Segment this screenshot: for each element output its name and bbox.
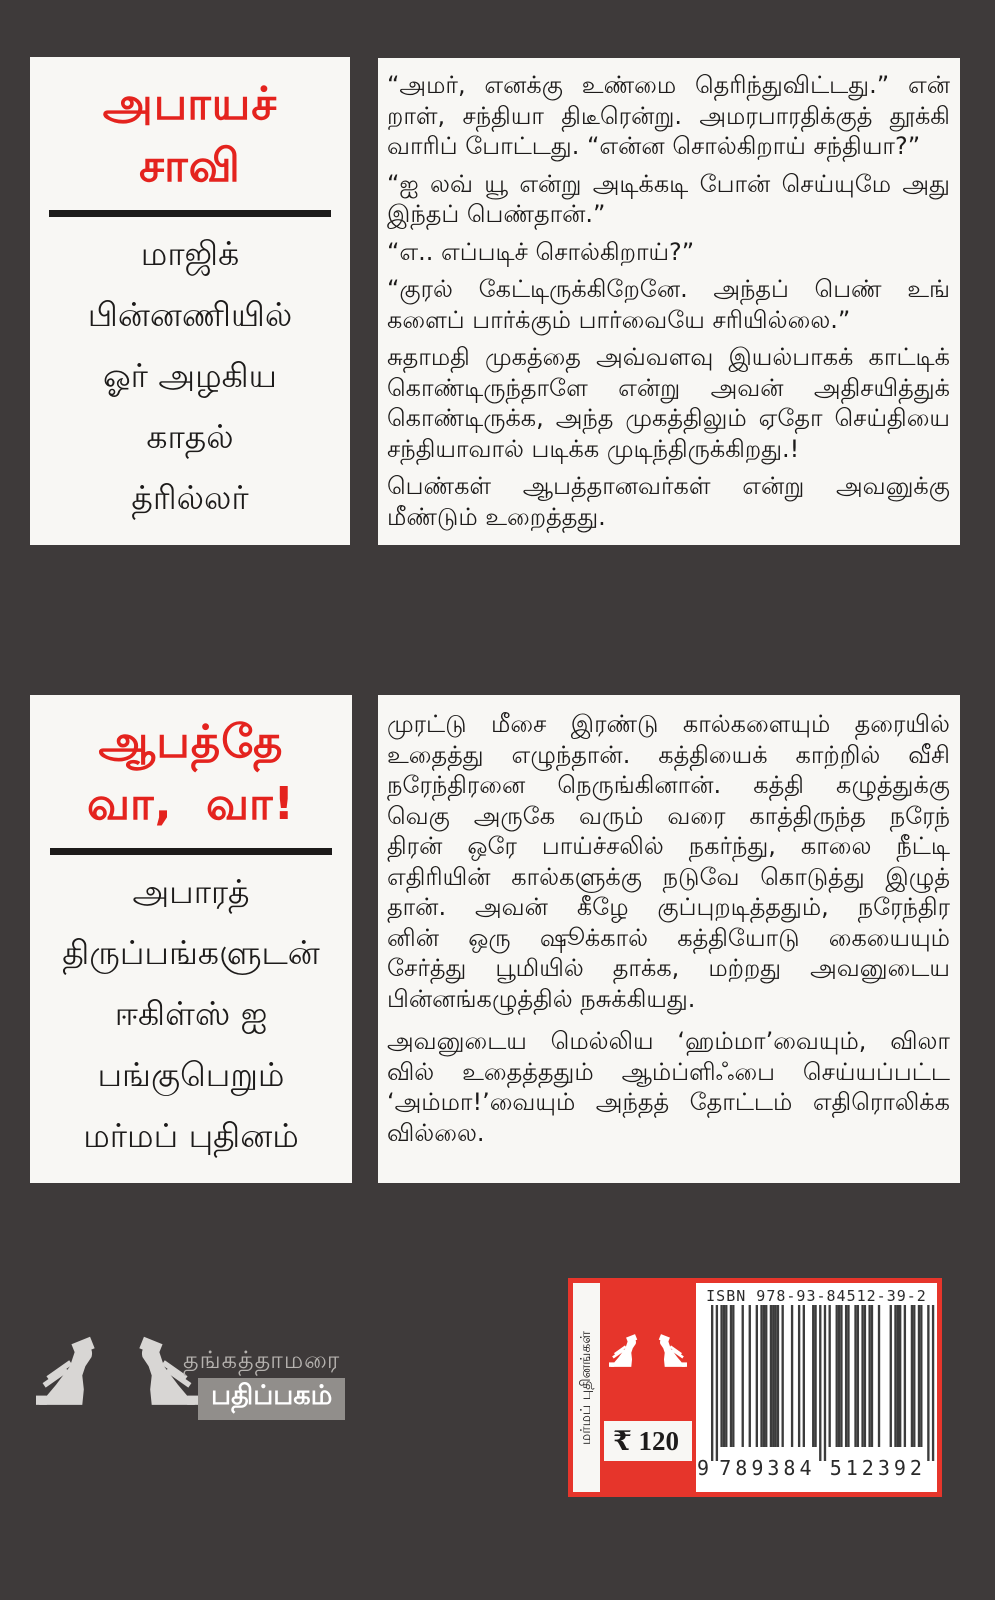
publisher-name-strip: பதிப்பகம் bbox=[198, 1378, 345, 1420]
panel-excerpt-top bbox=[378, 58, 960, 545]
text-line: றாள், சந்தியா திடீரென்று. அமரபாரதிக்குத் தூக்கி bbox=[387, 101, 950, 130]
series-label: மர்மப் புதினங்கள் bbox=[577, 1330, 594, 1445]
text-line: தான். அவன் கீழே குப்புறடித்ததும், நரேந்திர bbox=[387, 893, 950, 921]
text-line: சாவி bbox=[139, 139, 241, 192]
text-line: கொண்டிருக்க, அந்த முகத்திலும் ஏதோ செய்தியை bbox=[387, 404, 950, 432]
text-line: அபாரத் bbox=[132, 872, 250, 911]
divider bbox=[49, 210, 331, 217]
text-line: ‘அம்மா!’வையும் அந்தத் தோட்டம் எதிரொலிக்க bbox=[387, 1088, 950, 1116]
paragraph bbox=[387, 471, 950, 532]
text-line: வெகு அருகே வரும் வரை காத்திருந்த நரேந் bbox=[387, 801, 950, 830]
logo-price-column bbox=[604, 1283, 692, 1492]
logo-area bbox=[604, 1283, 692, 1421]
book-subtitle-block bbox=[62, 861, 320, 1166]
text-line: காதல் bbox=[146, 417, 234, 456]
text-line: உதைத்து எழுந்தான். கத்தியைக் காற்றில் வீசி bbox=[387, 740, 950, 769]
text-line: “குரல் கேட்டிருக்கிறேனே. அந்தப் பெண் உங் bbox=[387, 275, 950, 303]
divider bbox=[50, 848, 332, 855]
svg-text:9: 9 bbox=[696, 1456, 713, 1478]
text-line: கொண்டிருந்தாளே என்று அவன் அதிசயித்துக் bbox=[387, 373, 950, 402]
series-label-strip bbox=[573, 1283, 600, 1492]
paragraph bbox=[387, 237, 950, 268]
text-line: பின்னங்கழுத்தில் நசுக்கியது. bbox=[387, 984, 696, 1013]
text-line: மாஜிக் bbox=[140, 234, 240, 273]
text-line: வில் உதைத்ததும் ஆம்ப்ளிஃபை செய்யப்பட்ட bbox=[387, 1057, 950, 1086]
text-line: பங்குபெறும் bbox=[97, 1055, 285, 1094]
text-line: நரேந்திரனை நெருங்கினான். கத்தி கழுத்துக்கு bbox=[387, 771, 950, 799]
text-line: சேர்த்து பூமியில் தாக்க, மற்றது அவனுடைய bbox=[387, 954, 950, 982]
text-line: வாரிப் போட்டது. “என்ன சொல்கிறாய் சந்தியா?” bbox=[387, 132, 921, 160]
text-line: னின் ஒரு ஷூக்கால் கத்தியோடு கையையும் bbox=[387, 923, 950, 952]
book-subtitle-block bbox=[88, 223, 292, 528]
text-line: முரட்டு மீசை இரண்டு கால்களையும் தரையில் bbox=[387, 710, 950, 738]
text-line: சுதாமதி முகத்தை அவ்வளவு இயல்பாகக் காட்டிக் bbox=[387, 343, 950, 371]
two-readers-icon-white bbox=[609, 1332, 687, 1372]
barcode-price-block bbox=[568, 1278, 942, 1497]
two-readers-icon bbox=[36, 1334, 198, 1414]
text-line: திருப்பங்களுடன் bbox=[62, 933, 320, 972]
publisher-name: தங்கத்தாமரை bbox=[183, 1346, 341, 1374]
text-line: “அமர், எனக்கு உண்மை தெரிந்துவிட்டது.” என் bbox=[387, 71, 950, 99]
panel-title-top bbox=[30, 57, 350, 545]
panel-excerpt-middle bbox=[378, 695, 960, 1183]
text-line: மர்மப் புதினம் bbox=[83, 1116, 299, 1155]
text-line: வா, வா! bbox=[86, 777, 296, 830]
text-line: களைப் பார்க்கும் பார்வையே சரியில்லை.” bbox=[387, 305, 851, 334]
paragraph bbox=[387, 274, 950, 335]
text-line: பின்னணியில் bbox=[87, 295, 293, 334]
paragraph bbox=[387, 169, 950, 230]
paragraph bbox=[387, 1026, 950, 1148]
text-line: ஓர் அழகிய bbox=[103, 356, 277, 395]
price: ₹ 120 bbox=[604, 1421, 692, 1461]
isbn-label: ISBN 978-93-84512-39-2 bbox=[706, 1287, 927, 1305]
book-title-block bbox=[103, 73, 278, 197]
svg-text:512392: 512392 bbox=[829, 1456, 926, 1478]
text-line: த்ரில்லர் bbox=[131, 478, 249, 517]
book-title-block bbox=[87, 711, 295, 835]
publisher-logo bbox=[36, 1330, 346, 1416]
text-line: வில்லை. bbox=[387, 1118, 485, 1147]
paragraph bbox=[387, 342, 950, 464]
text-line: மீண்டும் உறைத்தது. bbox=[387, 502, 606, 531]
text-line: திரன் ஒரே பாய்ச்சலில் நகர்ந்து, காலை நீட்டி bbox=[387, 832, 950, 860]
panel-title-middle bbox=[30, 695, 352, 1183]
paragraph bbox=[387, 709, 950, 1014]
text-line: பெண்கள் ஆபத்தானவர்கள் என்று அவனுக்கு bbox=[387, 472, 950, 500]
text-line: ஈகிள்ஸ் ஐ bbox=[114, 994, 268, 1033]
text-line: அவனுடைய மெல்லிய ‘ஹம்மா’வையும், விலா bbox=[387, 1027, 950, 1055]
paragraph bbox=[387, 70, 950, 162]
text-line: “ஐ லவ் யூ என்று அடிக்கடி போன் செய்யுமே அது bbox=[387, 169, 950, 198]
text-line: எதிரியின் கால்களுக்கு நடுவே கொடுத்து இழுத் bbox=[387, 862, 950, 891]
barcode-panel bbox=[696, 1283, 937, 1492]
text-line: “எ.. எப்படிச் சொல்கிறாய்?” bbox=[387, 237, 695, 266]
text-line: ஆபத்தே bbox=[98, 715, 284, 768]
ean13-barcode bbox=[697, 1305, 937, 1478]
text-line: இந்தப் பெண்தான்.” bbox=[387, 200, 606, 228]
text-line: சந்தியாவால் படிக்க முடிந்திருக்கிறது.! bbox=[387, 434, 800, 463]
svg-text:789384: 789384 bbox=[718, 1456, 816, 1478]
text-line: அபாயச் bbox=[102, 77, 278, 130]
